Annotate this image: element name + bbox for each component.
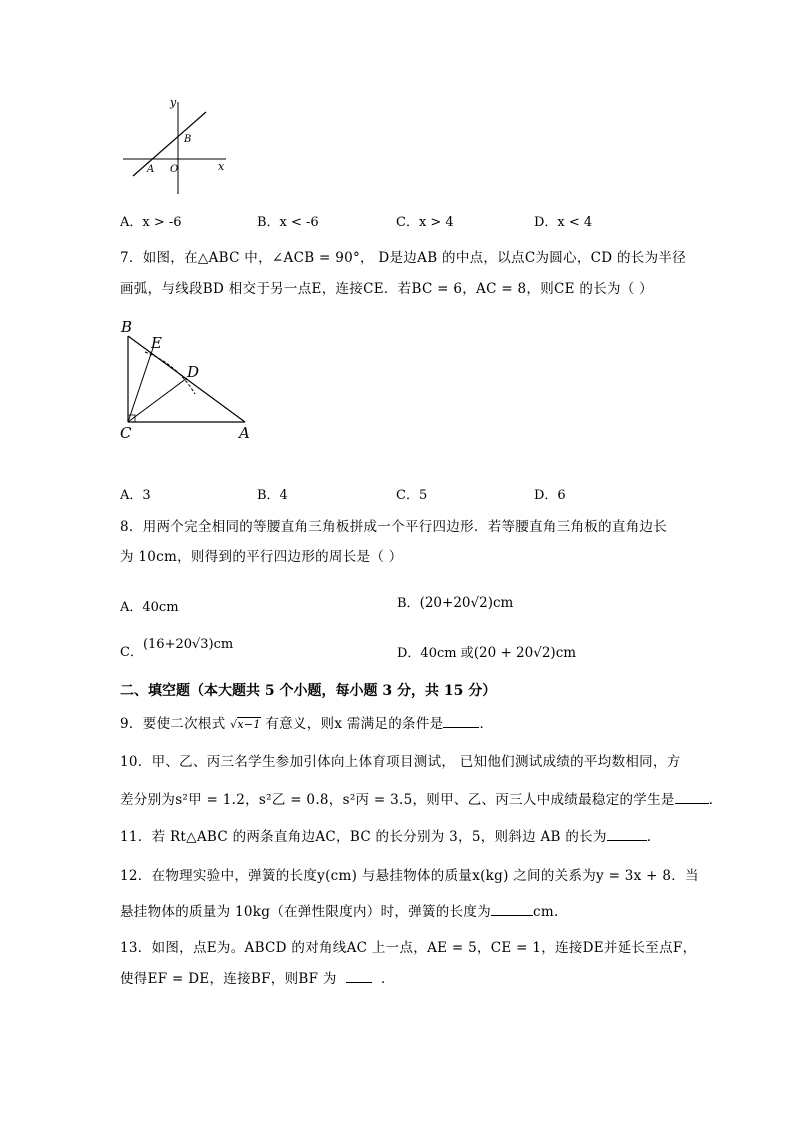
point-b-label: B (184, 134, 192, 145)
q9-end: ． (479, 716, 494, 732)
q8-option-c[interactable] (120, 637, 234, 660)
coordinate-figure (118, 94, 233, 204)
q12-line2 (120, 900, 559, 920)
q13-line1: 13．如图，点E为。ABCD 的对角线AC 上一点，AE = 5，CE = 1，连接DE并延长至点F， (120, 940, 697, 956)
triangle-figure (115, 316, 260, 441)
q12-answer-blank[interactable] (491, 903, 533, 916)
q11-text: 11．若 Rt△ABC 的两条直角边AC，BC 的长分别为 3，5，则斜边 AB 的长为 (120, 829, 607, 845)
q10-answer-blank[interactable] (675, 791, 709, 804)
q11-answer-blank[interactable] (607, 828, 647, 841)
tri-label-e: E (151, 334, 162, 352)
q10-line1: 10．甲、乙、丙三名学生参加引体向上体育项目测试， 已知他们测试成绩的平均数相同，方 (120, 754, 681, 770)
q9 (120, 712, 493, 732)
tri-label-a: A (239, 424, 250, 441)
q9-answer-blank[interactable] (443, 715, 479, 728)
q7-option-d[interactable]: D．6 (534, 488, 566, 503)
q6-option-c[interactable]: C．x > 4 (396, 215, 454, 230)
q8-option-d-expr: (20 + 20√2)cm (473, 645, 577, 661)
q13-answer-blank[interactable] (346, 970, 372, 983)
q10-end: ． (708, 792, 723, 808)
q7-option-b[interactable]: B．4 (257, 488, 288, 503)
q11 (120, 825, 661, 845)
q8-option-c-prefix: C． (120, 645, 143, 660)
q8-line1: 8．用两个完全相同的等腰直角三角板拼成一个平行四边形．若等腰直角三角板的直角边长 (120, 519, 668, 535)
q9-text-after: 有意义，则x 需满足的条件是 (265, 716, 444, 732)
q6-option-b[interactable]: B．x < -6 (257, 215, 319, 230)
q7-option-c[interactable]: C．5 (396, 488, 428, 503)
tri-label-b: B (121, 318, 133, 336)
q7-option-a[interactable]: A．3 (120, 488, 151, 503)
q12-line2-text: 悬挂物体的质量为 10kg（在弹性限度内）时，弹簧的长度为 (120, 904, 491, 920)
x-label: x (218, 160, 225, 173)
q8-option-c-expr: (16+20√3)cm (142, 637, 234, 652)
q13-line2 (120, 967, 395, 987)
q13-end: ． (381, 971, 395, 987)
point-a-label: A (147, 164, 155, 175)
q11-end: ． (646, 829, 661, 845)
y-label: y (170, 96, 177, 109)
q7-line1: 7．如图，在△ABC 中，∠ACB = 90°， D是边AB 的中点，以点C为圆心，CD 的长为半径 (120, 250, 686, 266)
q8-option-a[interactable]: A．40cm (120, 600, 179, 615)
tri-label-d: D (187, 363, 200, 381)
q10-line2-text: 差分别为s²甲 = 1.2，s²乙 = 0.8，s²丙 = 3.5，则甲、乙、丙三人中成绩最稳定的学生是 (120, 792, 675, 808)
q8-option-d[interactable] (397, 642, 576, 661)
tri-label-c: C (120, 424, 132, 441)
q8-option-b-expr: (20+20√2)cm (419, 595, 514, 611)
origin-label: O (170, 164, 179, 175)
q12-end: cm. (533, 904, 559, 920)
q13-line2-text: 使得EF = DE，连接BF，则BF 为 (120, 971, 337, 987)
q8-line2: 为 10cm，则得到的平行四边形的周长是（ ） (120, 549, 403, 565)
q6-option-a[interactable]: A．x > -6 (120, 215, 182, 230)
q8-option-b-prefix: B． (397, 596, 420, 611)
q8-option-d-prefix: D．40cm 或 (397, 646, 474, 661)
q10-line2 (120, 788, 723, 808)
q6-option-d[interactable]: D．x < 4 (534, 215, 593, 230)
q8-option-b[interactable] (397, 592, 513, 611)
q12-line1: 12．在物理实验中，弹簧的长度y(cm) 与悬挂物体的质量x(kg) 之间的关系为y = 3x + 8．当 (120, 868, 699, 884)
q9-text-before: 9．要使二次根式 (120, 716, 226, 732)
q9-radical: √x−1 (230, 718, 261, 731)
q7-line2: 画弧，与线段BD 相交于另一点E，连接CE．若BC = 6，AC = 8，则CE 的长为（ ） (120, 281, 653, 297)
section-2-heading: 二、填空题（本大题共 5 个小题，每小题 3 分，共 15 分） (120, 683, 497, 699)
